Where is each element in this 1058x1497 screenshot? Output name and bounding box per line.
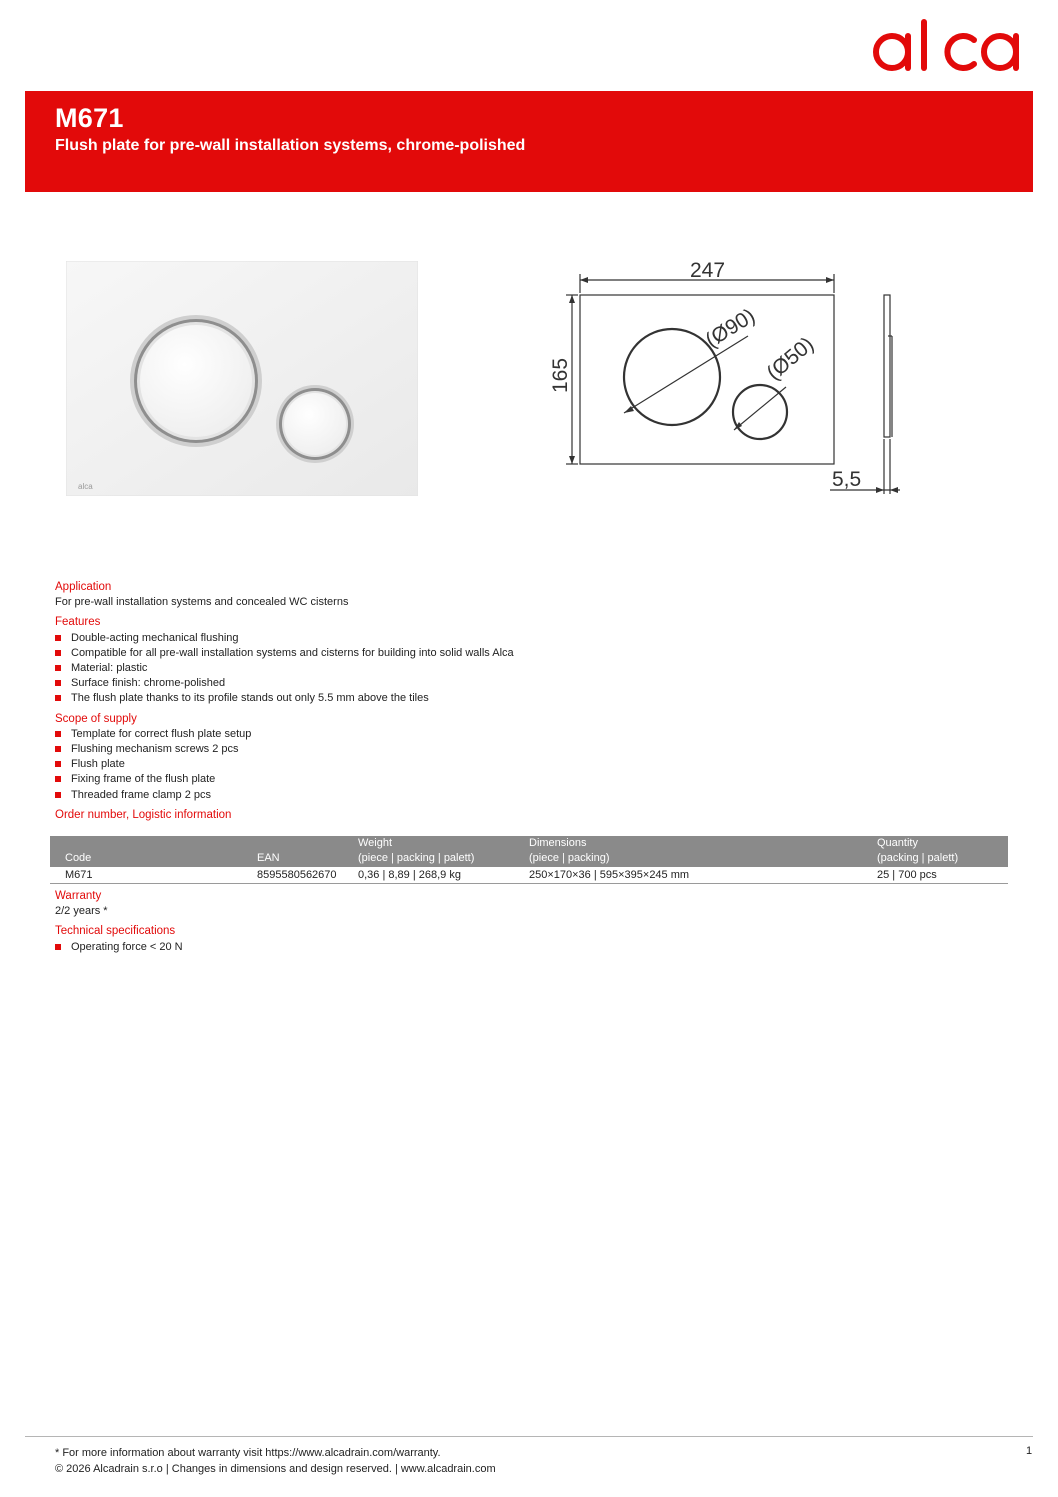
col-quantity: Quantity: [877, 837, 918, 849]
list-item: Material: plastic: [55, 661, 515, 676]
col-weight-sub: (piece | packing | palett): [358, 852, 475, 864]
scope-title: Scope of supply: [55, 712, 137, 725]
cell-code: M671: [65, 869, 93, 881]
scope-list: [55, 727, 1015, 803]
spec-content-lower: [55, 889, 1015, 955]
footer: [55, 1445, 496, 1477]
product-subtitle: Flush plate for pre-wall installation systems, chrome-polished: [55, 137, 526, 154]
footer-divider: [25, 1436, 1033, 1437]
tech-title: Technical specifications: [55, 925, 176, 938]
tech-list: [55, 940, 1015, 955]
col-weight: Weight: [358, 837, 393, 849]
cell-weight: 0,36 | 8,89 | 268,9 kg: [358, 869, 461, 881]
list-item: Compatible for all pre-wall installation systems and cisterns for building into solid walls Alca: [55, 646, 515, 661]
col-ean: EAN: [257, 852, 280, 864]
footer-warranty-note: * For more information about warranty visit https://www.alcadrain.com/warranty.: [55, 1447, 441, 1459]
dim-small-diameter: (Ø50): [762, 332, 819, 385]
list-item: Flush plate: [55, 757, 515, 772]
spec-content: [55, 580, 1015, 823]
order-table: [50, 836, 1008, 884]
col-quantity-sub: (packing | palett): [877, 852, 959, 864]
dim-height: 165: [549, 357, 572, 393]
list-item: Operating force < 20 N: [55, 940, 515, 955]
product-code: M671: [55, 103, 124, 133]
order-title: Order number, Logistic information: [55, 808, 232, 821]
header-banner: [25, 91, 1033, 192]
cell-quantity: 25 | 700 pcs: [877, 869, 937, 881]
dim-large-diameter: (Ø90): [701, 304, 760, 353]
features-list: [55, 631, 1015, 707]
technical-drawing: [548, 256, 908, 496]
cell-ean: 8595580562670: [257, 869, 337, 881]
list-item: Template for correct flush plate setup: [55, 727, 515, 742]
warranty-text: 2/2 years *: [55, 905, 108, 918]
application-text: For pre-wall installation systems and concealed WC cisterns: [55, 596, 349, 609]
list-item: Flushing mechanism screws 2 pcs: [55, 742, 515, 757]
col-dimensions: Dimensions: [529, 837, 587, 849]
page-number: 1: [1026, 1445, 1033, 1457]
photo-brand-mark: alca: [78, 482, 93, 491]
col-dimensions-sub: (piece | packing): [529, 852, 610, 864]
list-item: Threaded frame clamp 2 pcs: [55, 788, 515, 803]
alca-logo: [872, 18, 1034, 74]
dim-width: 247: [690, 259, 726, 282]
list-item: The flush plate thanks to its profile stands out only 5.5 mm above the tiles: [55, 691, 515, 706]
dim-depth: 5,5: [832, 468, 862, 491]
list-item: Surface finish: chrome-polished: [55, 676, 515, 691]
table-row: [50, 867, 1008, 884]
table-header: [50, 836, 1008, 867]
footer-copyright: © 2026 Alcadrain s.r.o | Changes in dimensions and design reserved. | www.alcadrain.com: [55, 1463, 496, 1475]
col-code: Code: [65, 852, 92, 864]
application-title: Application: [55, 581, 112, 593]
cell-dimensions: 250×170×36 | 595×395×245 mm: [529, 869, 690, 881]
list-item: Double-acting mechanical flushing: [55, 631, 515, 646]
features-title: Features: [55, 616, 101, 629]
list-item: Fixing frame of the flush plate: [55, 772, 515, 787]
product-photo: [66, 261, 418, 496]
warranty-title: Warranty: [55, 890, 102, 902]
